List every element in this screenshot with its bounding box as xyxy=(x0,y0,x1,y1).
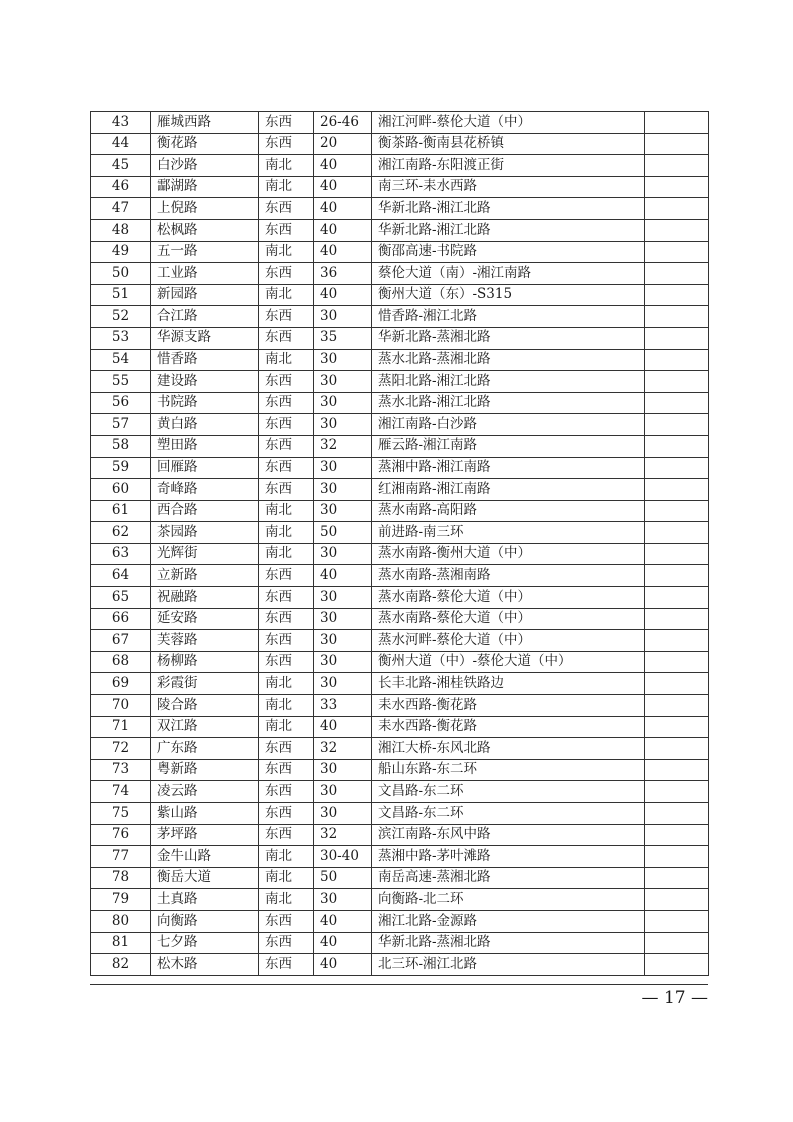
road-range-cell: 耒水西路-衡花路 xyxy=(372,716,645,738)
width-cell: 40 xyxy=(314,954,372,976)
table-row xyxy=(91,479,709,501)
direction-cell: 东西 xyxy=(259,781,314,803)
note-cell xyxy=(645,198,709,220)
direction-cell: 南北 xyxy=(259,673,314,695)
table-row xyxy=(91,910,709,932)
road-range-cell: 蒸水南路-衡州大道（中） xyxy=(372,543,645,565)
note-cell xyxy=(645,306,709,328)
table-row xyxy=(91,414,709,436)
note-cell xyxy=(645,155,709,177)
road-range-cell: 长丰北路-湘桂铁路边 xyxy=(372,673,645,695)
row-number-cell: 58 xyxy=(91,435,151,457)
note-cell xyxy=(645,695,709,717)
road-name-cell: 祝融路 xyxy=(151,587,259,609)
road-range-cell: 向衡路-北二环 xyxy=(372,889,645,911)
road-name-cell: 衡花路 xyxy=(151,133,259,155)
row-number-cell: 52 xyxy=(91,306,151,328)
road-range-cell: 雁云路-湘江南路 xyxy=(372,435,645,457)
note-cell xyxy=(645,781,709,803)
direction-cell: 东西 xyxy=(259,198,314,220)
road-range-cell: 衡州大道（中）-蔡伦大道（中） xyxy=(372,651,645,673)
road-name-cell: 土真路 xyxy=(151,889,259,911)
row-number-cell: 66 xyxy=(91,608,151,630)
width-cell: 30 xyxy=(314,543,372,565)
road-range-cell: 文昌路-东二环 xyxy=(372,781,645,803)
direction-cell: 南北 xyxy=(259,889,314,911)
road-range-cell: 红湘南路-湘江南路 xyxy=(372,479,645,501)
note-cell xyxy=(645,673,709,695)
row-number-cell: 74 xyxy=(91,781,151,803)
width-cell: 35 xyxy=(314,327,372,349)
note-cell xyxy=(645,630,709,652)
note-cell xyxy=(645,241,709,263)
road-name-cell: 衡岳大道 xyxy=(151,867,259,889)
note-cell xyxy=(645,435,709,457)
width-cell: 50 xyxy=(314,867,372,889)
row-number-cell: 68 xyxy=(91,651,151,673)
road-name-cell: 七夕路 xyxy=(151,932,259,954)
table-row xyxy=(91,457,709,479)
width-cell: 30 xyxy=(314,651,372,673)
direction-cell: 东西 xyxy=(259,630,314,652)
direction-cell: 东西 xyxy=(259,759,314,781)
road-name-cell: 延安路 xyxy=(151,608,259,630)
note-cell xyxy=(645,414,709,436)
road-table-body xyxy=(91,112,709,976)
road-range-cell: 蒸水南路-高阳路 xyxy=(372,500,645,522)
note-cell xyxy=(645,608,709,630)
road-name-cell: 黄白路 xyxy=(151,414,259,436)
road-range-cell: 华新北路-湘江北路 xyxy=(372,219,645,241)
note-cell xyxy=(645,522,709,544)
note-cell xyxy=(645,479,709,501)
width-cell: 40 xyxy=(314,565,372,587)
row-number-cell: 50 xyxy=(91,263,151,285)
direction-cell: 东西 xyxy=(259,414,314,436)
table-row xyxy=(91,198,709,220)
row-number-cell: 54 xyxy=(91,349,151,371)
row-number-cell: 76 xyxy=(91,824,151,846)
direction-cell: 东西 xyxy=(259,133,314,155)
table-row xyxy=(91,932,709,954)
width-cell: 30 xyxy=(314,781,372,803)
row-number-cell: 46 xyxy=(91,176,151,198)
direction-cell: 东西 xyxy=(259,824,314,846)
note-cell xyxy=(645,392,709,414)
road-name-cell: 光辉街 xyxy=(151,543,259,565)
road-name-cell: 茶园路 xyxy=(151,522,259,544)
direction-cell: 东西 xyxy=(259,112,314,134)
row-number-cell: 57 xyxy=(91,414,151,436)
table-row xyxy=(91,673,709,695)
road-name-cell: 松枫路 xyxy=(151,219,259,241)
table-row xyxy=(91,263,709,285)
row-number-cell: 80 xyxy=(91,910,151,932)
row-number-cell: 64 xyxy=(91,565,151,587)
road-name-cell: 双江路 xyxy=(151,716,259,738)
direction-cell: 东西 xyxy=(259,565,314,587)
width-cell: 40 xyxy=(314,284,372,306)
width-cell: 32 xyxy=(314,824,372,846)
road-range-cell: 蔡伦大道（南）-湘江南路 xyxy=(372,263,645,285)
direction-cell: 东西 xyxy=(259,587,314,609)
direction-cell: 东西 xyxy=(259,327,314,349)
road-name-cell: 立新路 xyxy=(151,565,259,587)
note-cell xyxy=(645,543,709,565)
width-cell: 36 xyxy=(314,263,372,285)
road-name-cell: 合江路 xyxy=(151,306,259,328)
road-range-cell: 蒸湘中路-茅叶滩路 xyxy=(372,846,645,868)
road-name-cell: 凌云路 xyxy=(151,781,259,803)
table-row xyxy=(91,500,709,522)
width-cell: 40 xyxy=(314,219,372,241)
width-cell: 26-46 xyxy=(314,112,372,134)
direction-cell: 东西 xyxy=(259,479,314,501)
table-row xyxy=(91,867,709,889)
width-cell: 30 xyxy=(314,803,372,825)
row-number-cell: 44 xyxy=(91,133,151,155)
road-range-cell: 船山东路-东二环 xyxy=(372,759,645,781)
note-cell xyxy=(645,738,709,760)
width-cell: 30 xyxy=(314,630,372,652)
table-row xyxy=(91,349,709,371)
width-cell: 40 xyxy=(314,198,372,220)
direction-cell: 东西 xyxy=(259,803,314,825)
road-range-cell: 蒸水北路-湘江北路 xyxy=(372,392,645,414)
road-range-cell: 蒸湘中路-湘江南路 xyxy=(372,457,645,479)
table-row xyxy=(91,846,709,868)
table-row xyxy=(91,738,709,760)
table-row xyxy=(91,392,709,414)
direction-cell: 南北 xyxy=(259,543,314,565)
row-number-cell: 72 xyxy=(91,738,151,760)
road-range-cell: 蒸阳北路-湘江北路 xyxy=(372,371,645,393)
road-name-cell: 芙蓉路 xyxy=(151,630,259,652)
row-number-cell: 48 xyxy=(91,219,151,241)
road-range-cell: 滨江南路-东风中路 xyxy=(372,824,645,846)
row-number-cell: 43 xyxy=(91,112,151,134)
table-row xyxy=(91,133,709,155)
road-name-cell: 杨柳路 xyxy=(151,651,259,673)
note-cell xyxy=(645,910,709,932)
table-row xyxy=(91,759,709,781)
width-cell: 40 xyxy=(314,932,372,954)
road-range-cell: 蒸水南路-蔡伦大道（中） xyxy=(372,608,645,630)
table-row xyxy=(91,781,709,803)
width-cell: 33 xyxy=(314,695,372,717)
row-number-cell: 82 xyxy=(91,954,151,976)
width-cell: 30 xyxy=(314,306,372,328)
road-name-cell: 陵合路 xyxy=(151,695,259,717)
direction-cell: 东西 xyxy=(259,738,314,760)
road-range-cell: 衡邵高速-书院路 xyxy=(372,241,645,263)
row-number-cell: 59 xyxy=(91,457,151,479)
road-range-cell: 文昌路-东二环 xyxy=(372,803,645,825)
note-cell xyxy=(645,587,709,609)
row-number-cell: 78 xyxy=(91,867,151,889)
row-number-cell: 67 xyxy=(91,630,151,652)
road-range-cell: 湘江南路-白沙路 xyxy=(372,414,645,436)
table-row xyxy=(91,176,709,198)
row-number-cell: 69 xyxy=(91,673,151,695)
note-cell xyxy=(645,846,709,868)
note-cell xyxy=(645,759,709,781)
note-cell xyxy=(645,371,709,393)
width-cell: 40 xyxy=(314,155,372,177)
note-cell xyxy=(645,824,709,846)
width-cell: 30 xyxy=(314,371,372,393)
width-cell: 30 xyxy=(314,479,372,501)
table-row xyxy=(91,435,709,457)
row-number-cell: 55 xyxy=(91,371,151,393)
road-name-cell: 雁城西路 xyxy=(151,112,259,134)
road-name-cell: 金牛山路 xyxy=(151,846,259,868)
note-cell xyxy=(645,716,709,738)
note-cell xyxy=(645,867,709,889)
direction-cell: 东西 xyxy=(259,651,314,673)
road-range-cell: 衡茶路-衡南县花桥镇 xyxy=(372,133,645,155)
direction-cell: 东西 xyxy=(259,608,314,630)
direction-cell: 南北 xyxy=(259,349,314,371)
table-row xyxy=(91,889,709,911)
row-number-cell: 71 xyxy=(91,716,151,738)
road-name-cell: 松木路 xyxy=(151,954,259,976)
width-cell: 30 xyxy=(314,889,372,911)
road-range-cell: 蒸水北路-蒸湘北路 xyxy=(372,349,645,371)
road-range-cell: 南岳高速-蒸湘北路 xyxy=(372,867,645,889)
width-cell: 40 xyxy=(314,176,372,198)
road-name-cell: 建设路 xyxy=(151,371,259,393)
note-cell xyxy=(645,176,709,198)
road-range-cell: 华新北路-蒸湘北路 xyxy=(372,932,645,954)
road-name-cell: 工业路 xyxy=(151,263,259,285)
page-number: — 17 — xyxy=(641,988,708,1008)
direction-cell: 东西 xyxy=(259,457,314,479)
road-name-cell: 新园路 xyxy=(151,284,259,306)
width-cell: 30 xyxy=(314,414,372,436)
direction-cell: 南北 xyxy=(259,867,314,889)
row-number-cell: 63 xyxy=(91,543,151,565)
road-name-cell: 茅坪路 xyxy=(151,824,259,846)
table-row xyxy=(91,241,709,263)
road-name-cell: 塑田路 xyxy=(151,435,259,457)
row-number-cell: 49 xyxy=(91,241,151,263)
table-row xyxy=(91,954,709,976)
note-cell xyxy=(645,219,709,241)
row-number-cell: 79 xyxy=(91,889,151,911)
row-number-cell: 53 xyxy=(91,327,151,349)
road-range-cell: 耒水西路-衡花路 xyxy=(372,695,645,717)
note-cell xyxy=(645,263,709,285)
note-cell xyxy=(645,133,709,155)
road-range-cell: 南三环-耒水西路 xyxy=(372,176,645,198)
row-number-cell: 62 xyxy=(91,522,151,544)
width-cell: 20 xyxy=(314,133,372,155)
direction-cell: 南北 xyxy=(259,500,314,522)
table-row xyxy=(91,284,709,306)
road-range-cell: 湘江北路-金源路 xyxy=(372,910,645,932)
row-number-cell: 70 xyxy=(91,695,151,717)
table-row xyxy=(91,651,709,673)
direction-cell: 南北 xyxy=(259,695,314,717)
direction-cell: 南北 xyxy=(259,241,314,263)
road-range-cell: 蒸水南路-蔡伦大道（中） xyxy=(372,587,645,609)
direction-cell: 东西 xyxy=(259,263,314,285)
road-name-cell: 粤新路 xyxy=(151,759,259,781)
row-number-cell: 51 xyxy=(91,284,151,306)
row-number-cell: 47 xyxy=(91,198,151,220)
width-cell: 30 xyxy=(314,673,372,695)
row-number-cell: 81 xyxy=(91,932,151,954)
direction-cell: 南北 xyxy=(259,522,314,544)
table-row xyxy=(91,306,709,328)
width-cell: 30 xyxy=(314,392,372,414)
road-range-cell: 湘江南路-东阳渡正街 xyxy=(372,155,645,177)
direction-cell: 东西 xyxy=(259,435,314,457)
road-name-cell: 惜香路 xyxy=(151,349,259,371)
road-name-cell: 向衡路 xyxy=(151,910,259,932)
direction-cell: 东西 xyxy=(259,910,314,932)
bottom-rule xyxy=(90,984,708,985)
table-row xyxy=(91,608,709,630)
road-range-cell: 蒸水南路-蒸湘南路 xyxy=(372,565,645,587)
road-name-cell: 奇峰路 xyxy=(151,479,259,501)
direction-cell: 东西 xyxy=(259,219,314,241)
table-row xyxy=(91,219,709,241)
note-cell xyxy=(645,932,709,954)
table-row xyxy=(91,824,709,846)
width-cell: 40 xyxy=(314,241,372,263)
width-cell: 50 xyxy=(314,522,372,544)
width-cell: 30 xyxy=(314,759,372,781)
row-number-cell: 45 xyxy=(91,155,151,177)
road-name-cell: 西合路 xyxy=(151,500,259,522)
direction-cell: 东西 xyxy=(259,954,314,976)
note-cell xyxy=(645,327,709,349)
road-range-cell: 湘江河畔-蔡伦大道（中） xyxy=(372,112,645,134)
direction-cell: 东西 xyxy=(259,371,314,393)
road-name-cell: 广东路 xyxy=(151,738,259,760)
road-name-cell: 上倪路 xyxy=(151,198,259,220)
row-number-cell: 75 xyxy=(91,803,151,825)
direction-cell: 南北 xyxy=(259,155,314,177)
note-cell xyxy=(645,954,709,976)
road-range-cell: 华新北路-湘江北路 xyxy=(372,198,645,220)
road-range-cell: 北三环-湘江北路 xyxy=(372,954,645,976)
direction-cell: 南北 xyxy=(259,176,314,198)
road-range-cell: 前进路-南三环 xyxy=(372,522,645,544)
direction-cell: 南北 xyxy=(259,716,314,738)
width-cell: 30 xyxy=(314,587,372,609)
row-number-cell: 56 xyxy=(91,392,151,414)
road-name-cell: 彩霞街 xyxy=(151,673,259,695)
table-row xyxy=(91,716,709,738)
direction-cell: 东西 xyxy=(259,932,314,954)
row-number-cell: 60 xyxy=(91,479,151,501)
road-name-cell: 紫山路 xyxy=(151,803,259,825)
direction-cell: 南北 xyxy=(259,846,314,868)
road-name-cell: 回雁路 xyxy=(151,457,259,479)
table-row xyxy=(91,522,709,544)
table-row xyxy=(91,587,709,609)
width-cell: 30-40 xyxy=(314,846,372,868)
road-range-cell: 惜香路-湘江北路 xyxy=(372,306,645,328)
table-row xyxy=(91,695,709,717)
road-name-cell: 酃湖路 xyxy=(151,176,259,198)
road-range-cell: 华新北路-蒸湘北路 xyxy=(372,327,645,349)
width-cell: 40 xyxy=(314,716,372,738)
width-cell: 32 xyxy=(314,435,372,457)
road-table xyxy=(90,111,709,976)
direction-cell: 南北 xyxy=(259,284,314,306)
row-number-cell: 61 xyxy=(91,500,151,522)
note-cell xyxy=(645,112,709,134)
width-cell: 30 xyxy=(314,349,372,371)
direction-cell: 东西 xyxy=(259,306,314,328)
road-range-cell: 湘江大桥-东风北路 xyxy=(372,738,645,760)
road-name-cell: 白沙路 xyxy=(151,155,259,177)
table-row xyxy=(91,803,709,825)
table-row xyxy=(91,371,709,393)
row-number-cell: 77 xyxy=(91,846,151,868)
width-cell: 30 xyxy=(314,500,372,522)
note-cell xyxy=(645,284,709,306)
width-cell: 32 xyxy=(314,738,372,760)
width-cell: 30 xyxy=(314,457,372,479)
note-cell xyxy=(645,565,709,587)
road-name-cell: 华源支路 xyxy=(151,327,259,349)
table-row xyxy=(91,327,709,349)
width-cell: 30 xyxy=(314,608,372,630)
note-cell xyxy=(645,457,709,479)
table-row xyxy=(91,565,709,587)
road-name-cell: 书院路 xyxy=(151,392,259,414)
note-cell xyxy=(645,500,709,522)
direction-cell: 东西 xyxy=(259,392,314,414)
table-row xyxy=(91,155,709,177)
road-range-cell: 衡州大道（东）-S315 xyxy=(372,284,645,306)
row-number-cell: 65 xyxy=(91,587,151,609)
table-row xyxy=(91,112,709,134)
row-number-cell: 73 xyxy=(91,759,151,781)
note-cell xyxy=(645,889,709,911)
note-cell xyxy=(645,803,709,825)
road-name-cell: 五一路 xyxy=(151,241,259,263)
table-row xyxy=(91,630,709,652)
road-range-cell: 蒸水河畔-蔡伦大道（中） xyxy=(372,630,645,652)
table-row xyxy=(91,543,709,565)
note-cell xyxy=(645,651,709,673)
note-cell xyxy=(645,349,709,371)
width-cell: 40 xyxy=(314,910,372,932)
